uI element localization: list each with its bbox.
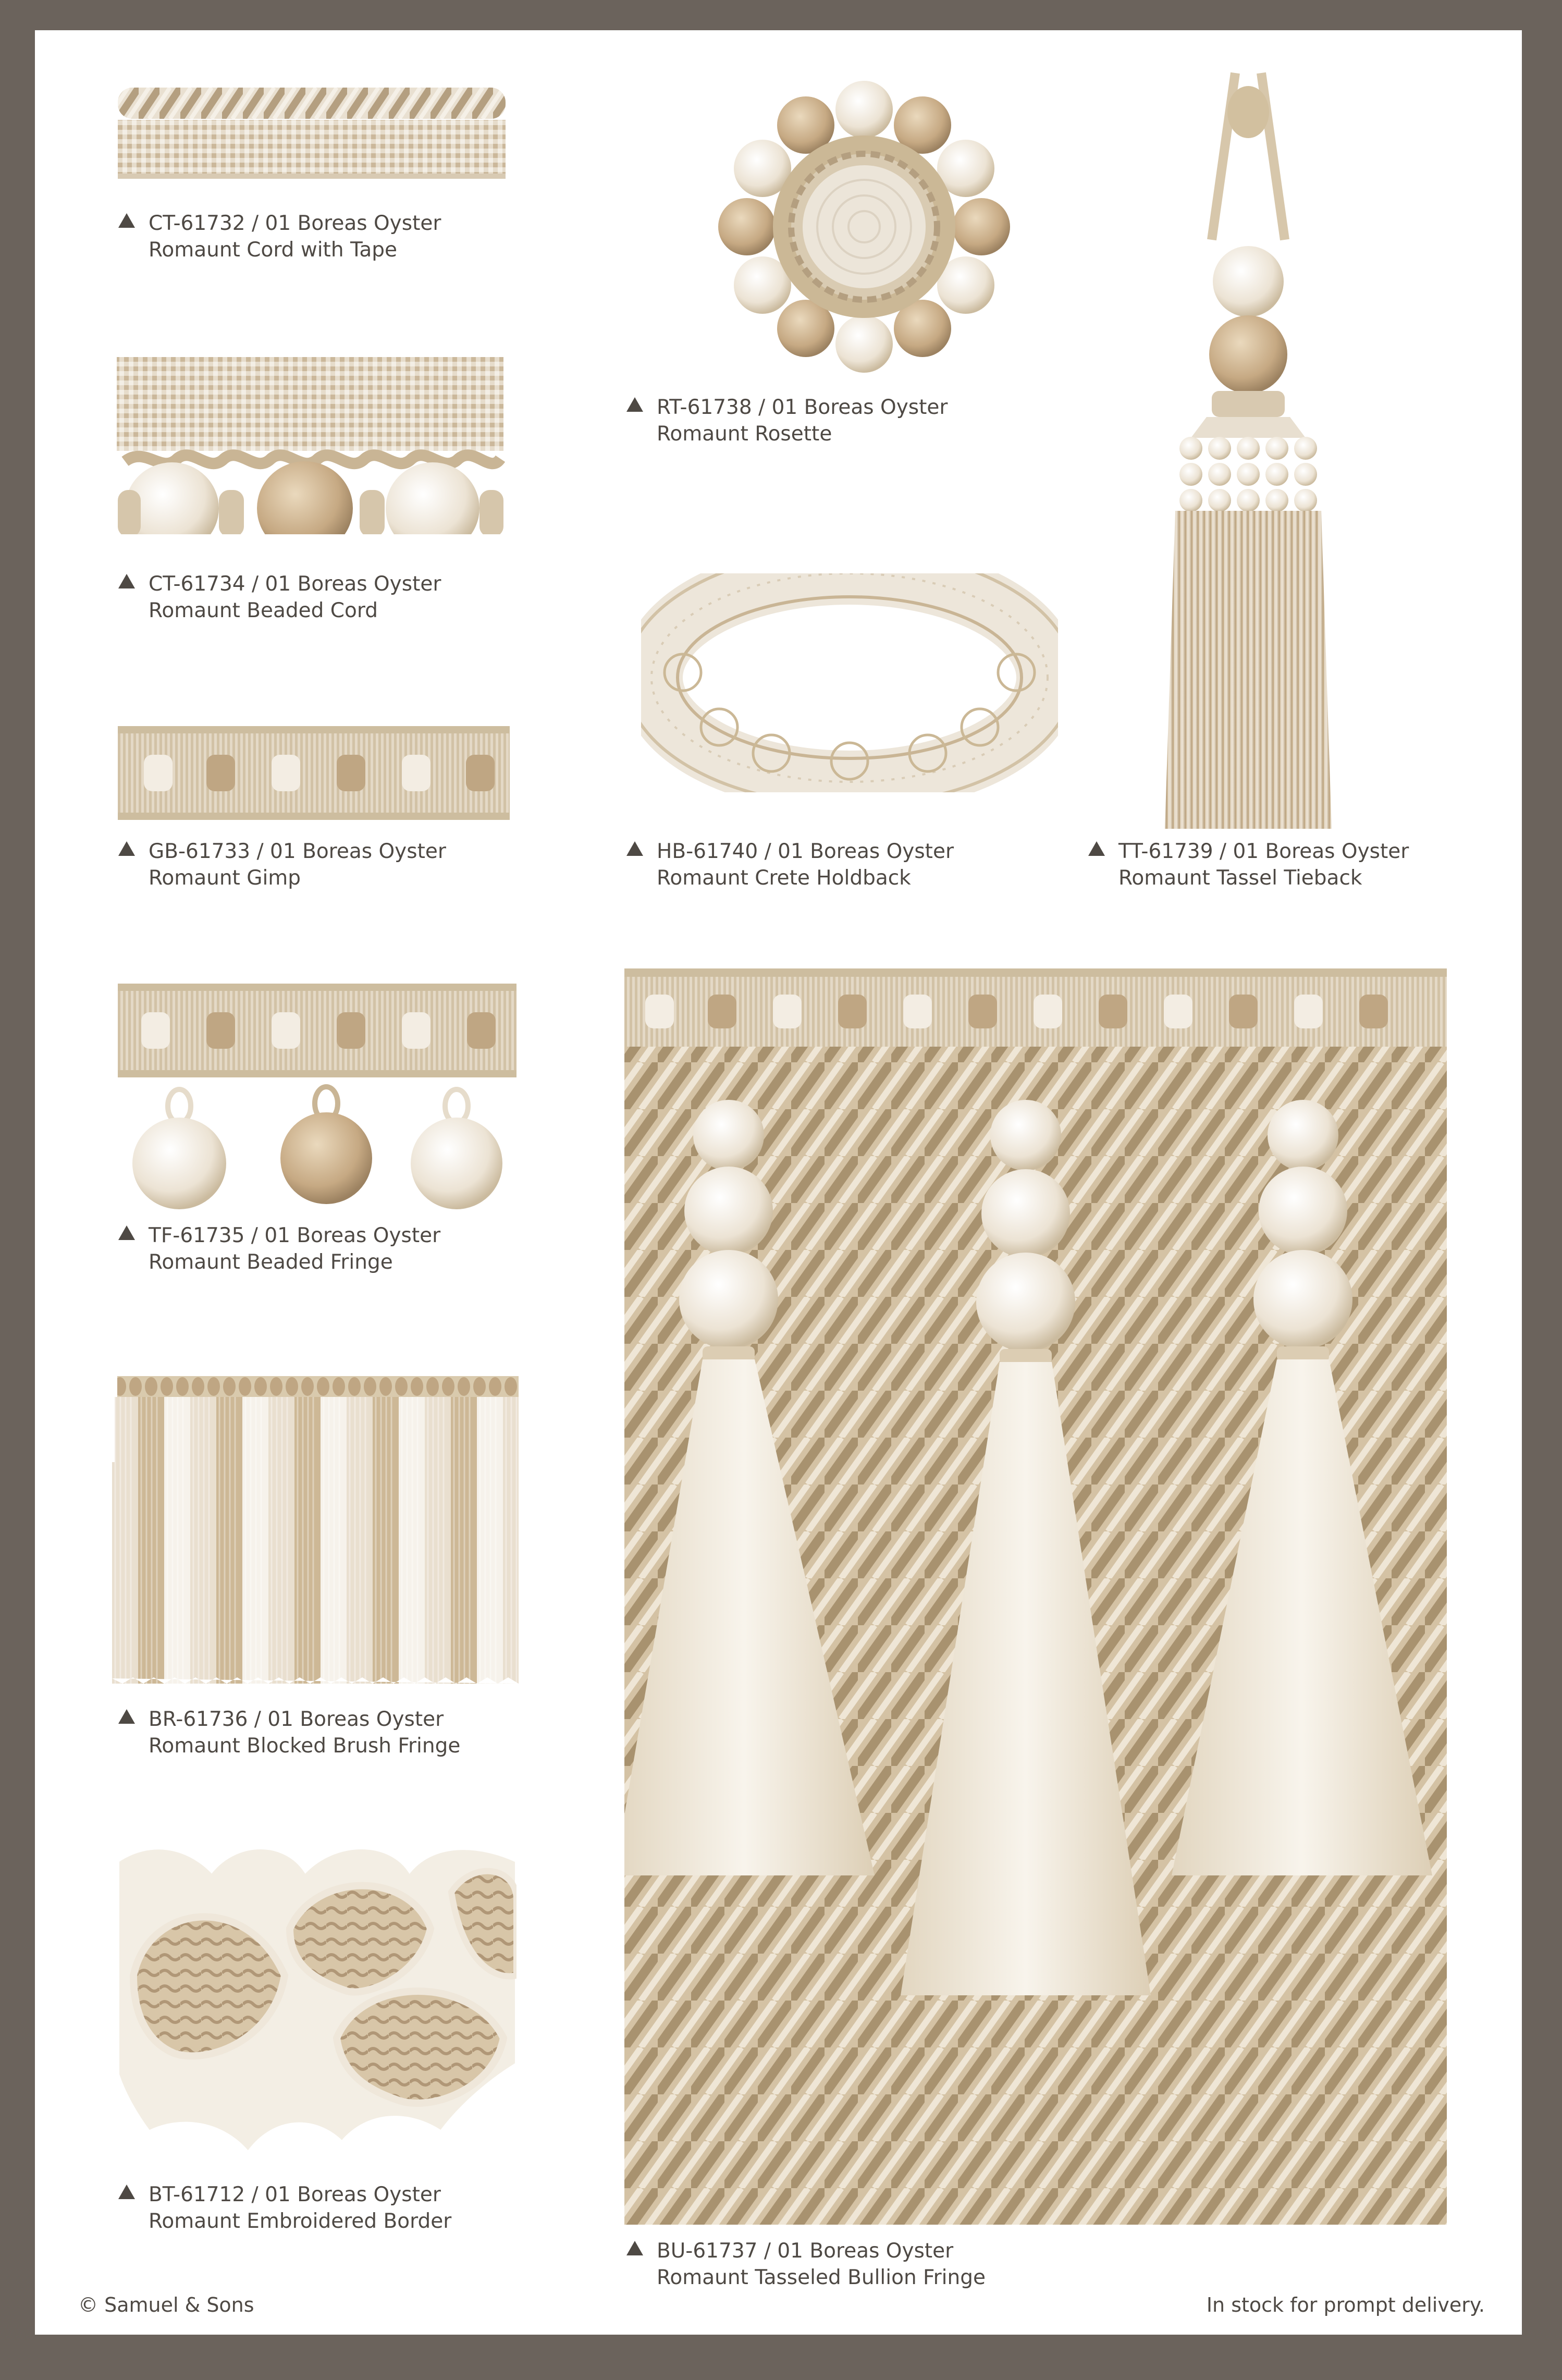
product-caption-gb-61733 [149, 838, 446, 891]
embroidered-border-image [118, 1840, 516, 2174]
product-caption-ct-61734 [149, 571, 441, 624]
product-caption-ct-61732 [149, 210, 441, 263]
product-code: GB-61733 / 01 Boreas Oyster [149, 840, 446, 863]
product-name: Romaunt Beaded Cord [149, 599, 378, 622]
rosette-image [718, 81, 1010, 373]
product-name: Romaunt Embroidered Border [149, 2210, 452, 2233]
tasseled-bullion-fringe-image [624, 968, 1447, 2225]
product-caption-br-61736 [149, 1706, 460, 1759]
product-name: Romaunt Rosette [657, 422, 832, 446]
product-name: Romaunt Tassel Tieback [1118, 866, 1362, 890]
product-caption-hb-61740 [657, 838, 954, 891]
triangle-marker-icon [626, 841, 643, 856]
triangle-marker-icon [118, 2185, 135, 2199]
triangle-marker-icon [118, 213, 135, 228]
product-name: Romaunt Blocked Brush Fringe [149, 1734, 461, 1758]
cord-with-tape-image [118, 88, 506, 197]
blocked-brush-fringe-image [112, 1376, 519, 1684]
product-code: CT-61734 / 01 Boreas Oyster [149, 572, 441, 596]
product-code: CT-61732 / 01 Boreas Oyster [149, 212, 441, 235]
triangle-marker-icon [118, 574, 135, 588]
product-caption-tt-61739 [1118, 838, 1409, 891]
beaded-cord-image [115, 357, 506, 534]
triangle-marker-icon [626, 397, 643, 412]
product-code: TF-61735 / 01 Boreas Oyster [149, 1224, 441, 1247]
product-name: Romaunt Gimp [149, 866, 301, 890]
product-name: Romaunt Beaded Fringe [149, 1250, 393, 1274]
product-code: BR-61736 / 01 Boreas Oyster [149, 1708, 444, 1731]
product-code: RT-61738 / 01 Boreas Oyster [657, 396, 948, 419]
product-code: BU-61737 / 01 Boreas Oyster [657, 2239, 954, 2263]
product-caption-tf-61735 [149, 1222, 440, 1275]
product-name: Romaunt Tasseled Bullion Fringe [657, 2266, 986, 2289]
copyright-text: © Samuel & Sons [78, 2293, 254, 2316]
stock-note: In stock for prompt delivery. [1206, 2293, 1485, 2316]
crete-holdback-image [641, 547, 1058, 792]
product-name: Romaunt Crete Holdback [657, 866, 911, 890]
triangle-marker-icon [118, 1225, 135, 1240]
triangle-marker-icon [118, 1709, 135, 1724]
product-caption-bt-61712 [149, 2181, 451, 2235]
beaded-fringe-image [118, 984, 516, 1213]
tassel-tieback-image [1154, 63, 1342, 834]
product-code: TT-61739 / 01 Boreas Oyster [1118, 840, 1409, 863]
product-name: Romaunt Cord with Tape [149, 238, 397, 262]
triangle-marker-icon [118, 841, 135, 856]
product-code: BT-61712 / 01 Boreas Oyster [149, 2183, 441, 2206]
product-caption-rt-61738 [657, 394, 948, 447]
product-code: HB-61740 / 01 Boreas Oyster [657, 840, 954, 863]
gimp-image [118, 726, 510, 820]
triangle-marker-icon [626, 2241, 643, 2255]
product-caption-bu-61737 [657, 2238, 986, 2291]
triangle-marker-icon [1088, 841, 1105, 856]
